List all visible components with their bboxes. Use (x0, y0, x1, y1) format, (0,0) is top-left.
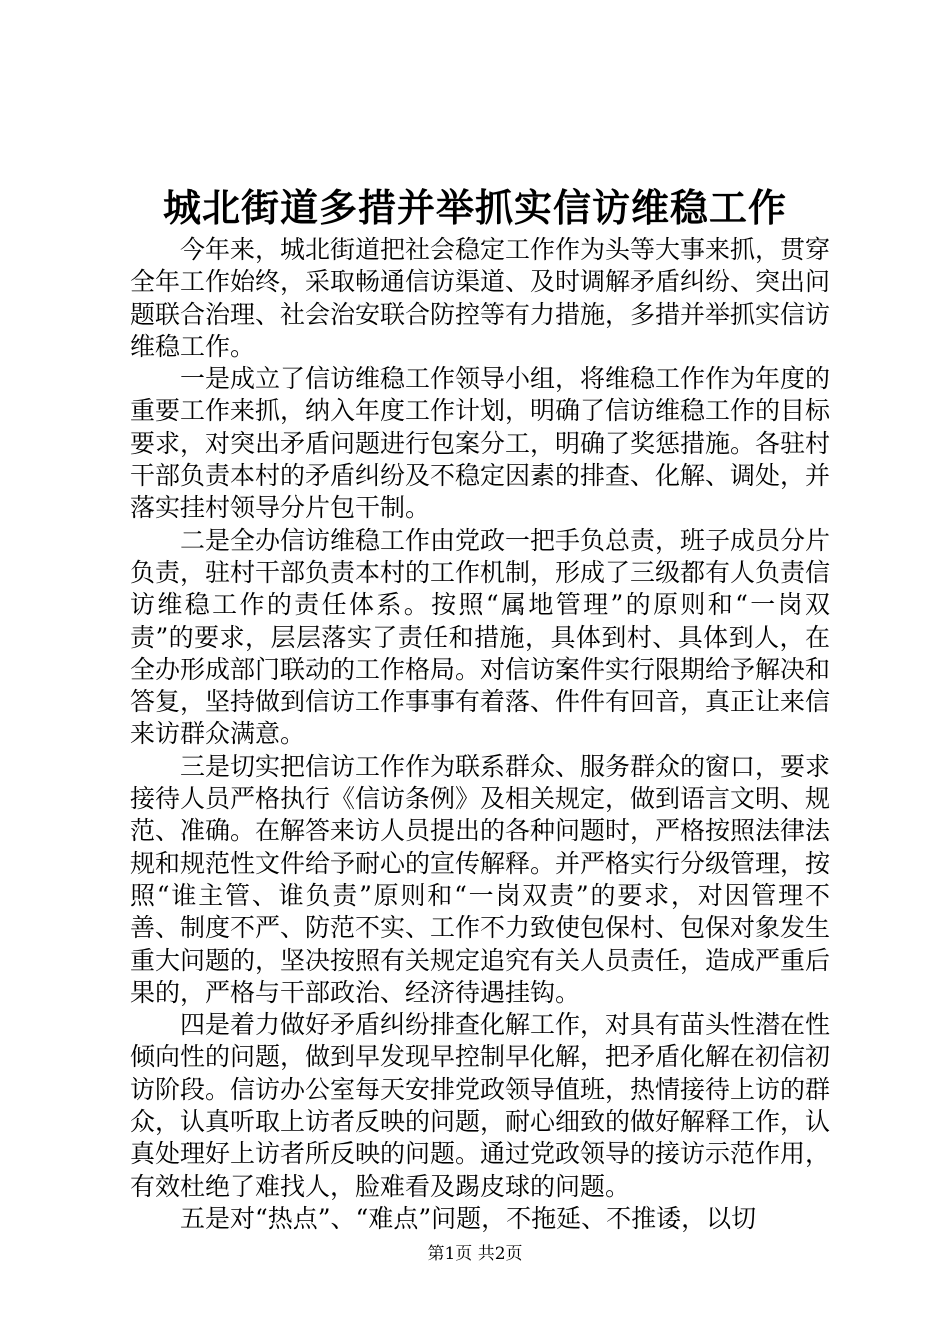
paragraph: 四是着力做好矛盾纠纷排查化解工作，对具有苗头性潜在性倾向性的问题，做到早发现早控制早化解，把矛盾化解在初信初访阶段。信访办公室每天安排党政领导值班，热情接待上访的群众，认真听取上访者反映的问题，耐心细致的做好解释工作，认真处理好上访者所反映的问题。通过党政领导的接访示范作用，有效杜绝了难找人，脸难看及踢皮球的问题。 (130, 1010, 831, 1201)
page-number-footer: 第1页 共2页 (427, 1244, 523, 1264)
paragraph: 三是切实把信访工作作为联系群众、服务群众的窗口，要求接待人员严格执行《信访条例》及相关规定，做到语言文明、规范、准确。在解答来访人员提出的各种问题时，严格按照法律法规和规范性文件给予耐心的宣传解释。并严格实行分级管理，按照“谁主管、谁负责”原则和“一岗双责”的要求，对因管理不善、制度不严、防范不实、工作不力致使包保村、包保对象发生重大问题的，坚决按照有关规定追究有关人员责任，造成严重后果的，严格与干部政治、经济待遇挂钩。 (130, 751, 831, 1007)
paragraph: 一是成立了信访维稳工作领导小组，将维稳工作作为年度的重要工作来抓，纳入年度工作计划，明确了信访维稳工作的目标要求，对突出矛盾问题进行包案分工，明确了奖惩措施。各驻村干部负责本村的矛盾纠纷及不稳定因素的排查、化解、调处，并落实挂村领导分片包干制。 (130, 364, 831, 523)
paragraph: 二是全办信访维稳工作由党政一把手负总责，班子成员分片负责，驻村干部负责本村的工作机制，形成了三级都有人负责信访维稳工作的责任体系。按照“属地管理”的原则和“一岗双责”的要求，层层落实了责任和措施，具体到村、具体到人，在全办形成部门联动的工作格局。对信访案件实行限期给予解决和答复，坚持做到信访工作事事有着落、件件有回音，真正让来信来访群众满意。 (130, 525, 831, 749)
paragraph: 五是对“热点”、“难点”问题，不拖延、不推诿，以切 (180, 1203, 757, 1233)
paragraph: 今年来，城北街道把社会稳定工作作为头等大事来抓，贯穿全年工作始终，采取畅通信访渠道、及时调解矛盾纠纷、突出问题联合治理、社会治安联合防控等有力措施，多措并举抓实信访维稳工作。 (130, 235, 831, 361)
document-body (130, 234, 830, 1235)
document-title: 城北街道多措并举抓实信访维稳工作 (162, 185, 787, 230)
